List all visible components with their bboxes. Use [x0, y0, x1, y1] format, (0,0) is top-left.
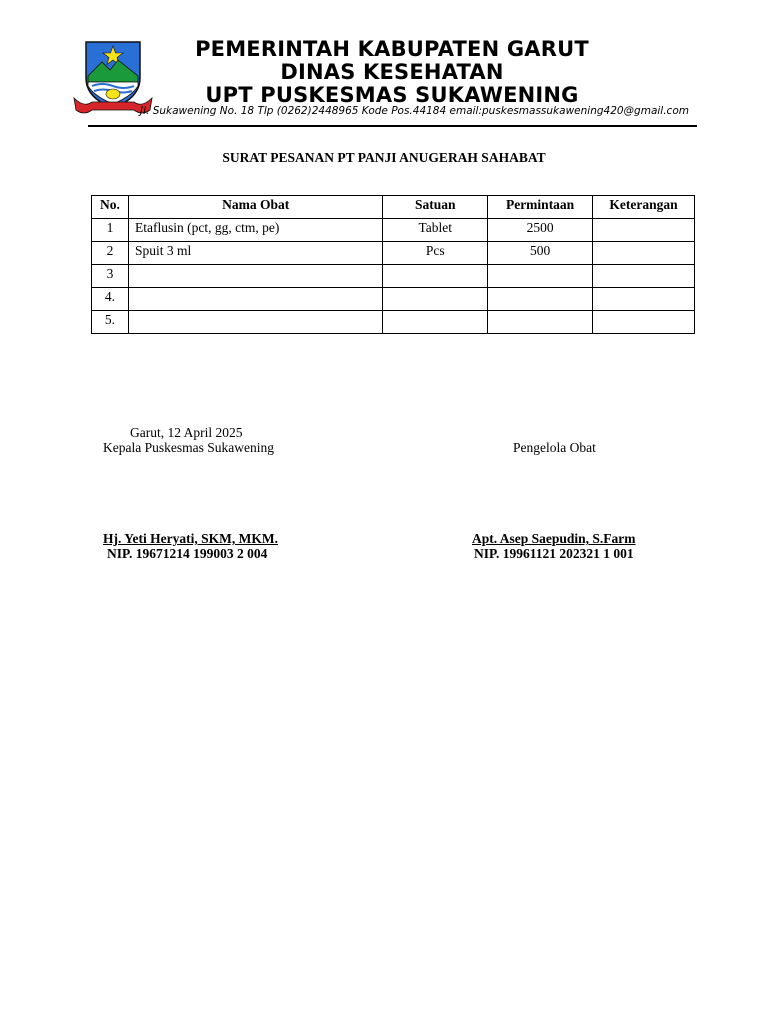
cell-satuan [383, 265, 488, 288]
letterhead-line-1: PEMERINTAH KABUPATEN GARUT [195, 37, 589, 61]
cell-permintaan [488, 265, 593, 288]
letterhead-line-2: DINAS KESEHATAN [280, 60, 504, 84]
column-header-permintaan: Permintaan [488, 196, 593, 219]
cell-satuan: Pcs [383, 242, 488, 265]
column-header-nama-obat: Nama Obat [128, 196, 382, 219]
column-header-satuan: Satuan [383, 196, 488, 219]
column-header-keterangan: Keterangan [593, 196, 695, 219]
cell-permintaan: 500 [488, 242, 593, 265]
cell-no: 2 [92, 242, 129, 265]
left-signatory-name: Hj. Yeti Heryati, SKM, MKM. [103, 531, 278, 546]
cell-nama-obat [128, 288, 382, 311]
right-signatory-name: Apt. Asep Saepudin, S.Farm [472, 531, 636, 546]
cell-satuan [383, 311, 488, 334]
table-row [92, 265, 695, 288]
cell-permintaan [488, 311, 593, 334]
table-header-row [92, 196, 695, 219]
right-signatory-role: Pengelola Obat [513, 440, 596, 455]
cell-no: 3 [92, 265, 129, 288]
table-row [92, 242, 695, 265]
table-row [92, 311, 695, 334]
letterhead [0, 0, 768, 130]
letterhead-line-3: UPT PUSKESMAS SUKAWENING [205, 83, 579, 107]
cell-no: 4. [92, 288, 129, 311]
document-title: SURAT PESANAN PT PANJI ANUGERAH SAHABAT [222, 150, 546, 165]
cell-keterangan [593, 311, 695, 334]
cell-no: 1 [92, 219, 129, 242]
cell-nama-obat: Etaflusin (pct, gg, ctm, pe) [128, 219, 382, 242]
cell-keterangan [593, 219, 695, 242]
cell-satuan: Tablet [383, 219, 488, 242]
column-header-no: No. [92, 196, 129, 219]
right-signatory-nip: NIP. 19961121 202321 1 001 [474, 546, 634, 561]
cell-nama-obat [128, 311, 382, 334]
cell-permintaan: 2500 [488, 219, 593, 242]
cell-nama-obat: Spuit 3 ml [128, 242, 382, 265]
left-signatory-role: Kepala Puskesmas Sukawening [103, 440, 274, 455]
cell-nama-obat [128, 265, 382, 288]
place-date: Garut, 12 April 2025 [130, 425, 243, 440]
letterhead-divider [88, 125, 697, 127]
letterhead-title [150, 38, 634, 107]
table-row [92, 288, 695, 311]
cell-permintaan [488, 288, 593, 311]
cell-no: 5. [92, 311, 129, 334]
cell-satuan [383, 288, 488, 311]
left-signatory-nip: NIP. 19671214 199003 2 004 [107, 546, 268, 561]
letterhead-address: Jl. Sukawening No. 18 Tlp (0262)2448965 Kode Pos.44184 email:puskesmassukawening420@gmail.com [140, 105, 689, 117]
order-table [91, 195, 695, 334]
cell-keterangan [593, 288, 695, 311]
table-row [92, 219, 695, 242]
cell-keterangan [593, 265, 695, 288]
cell-keterangan [593, 242, 695, 265]
